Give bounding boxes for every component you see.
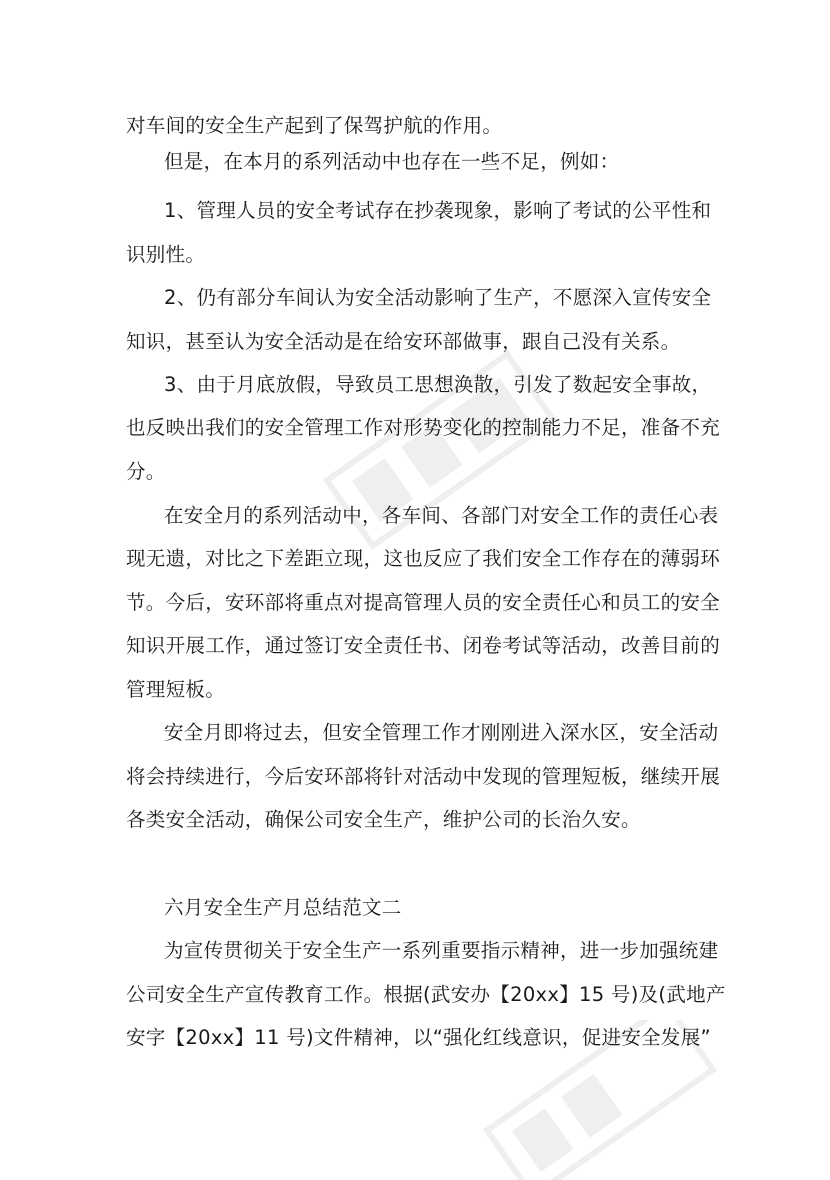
text-line: 管理短板。 — [126, 678, 226, 701]
text-line: 但是，在本月的系列活动中也存在一些不足，例如： — [164, 150, 620, 173]
text-line: 也反映出我们的安全管理工作对形势变化的控制能力不足，准备不充 — [126, 416, 721, 439]
text-line: 为宣传贯彻关于安全生产一系列重要指示精神，进一步加强统建 — [164, 939, 719, 962]
text-line: 对车间的安全生产起到了保驾护航的作用。 — [126, 114, 503, 137]
text-line: 2、仍有部分车间认为安全活动影响了生产，不愿深入宣传安全 — [164, 286, 712, 309]
text-line: 将会持续进行，今后安环部将针对活动中发现的管理短板，继续开展 — [126, 765, 721, 788]
text-line: 1、管理人员的安全考试存在抄袭现象，影响了考试的公平性和 — [164, 199, 712, 222]
section-heading: 六月安全生产月总结范文二 — [164, 896, 402, 919]
text-line: 安全月即将过去，但安全管理工作才刚刚进入深水区，安全活动 — [164, 721, 719, 744]
text-line: 识别性。 — [126, 243, 206, 266]
text-line: 知识开展工作，通过签订安全责任书、闭卷考试等活动，改善目前的 — [126, 634, 721, 657]
text-line: 现无遗，对比之下差距立现，这也反应了我们安全工作存在的薄弱环 — [126, 547, 721, 570]
text-line: 在安全月的系列活动中，各车间、各部门对安全工作的责任心表 — [164, 504, 719, 527]
text-line: 节。今后，安环部将重点对提高管理人员的安全责任心和员工的安全 — [126, 591, 721, 614]
text-line: 分。 — [126, 460, 166, 483]
text-line: 3、由于月底放假，导致员工思想涣散，引发了数起安全事故， — [164, 373, 712, 396]
text-line: 公司安全生产宣传教育工作。根据(武安办【20xx】15 号)及(武地产 — [126, 983, 726, 1006]
text-line: 安字【20xx】11 号)文件精神，以“强化红线意识，促进安全发展” — [126, 1026, 711, 1049]
text-line: 各类安全活动，确保公司安全生产，维护公司的长治久安。 — [126, 808, 641, 831]
text-line: 知识，甚至认为安全活动是在给安环部做事，跟自己没有关系。 — [126, 330, 681, 353]
